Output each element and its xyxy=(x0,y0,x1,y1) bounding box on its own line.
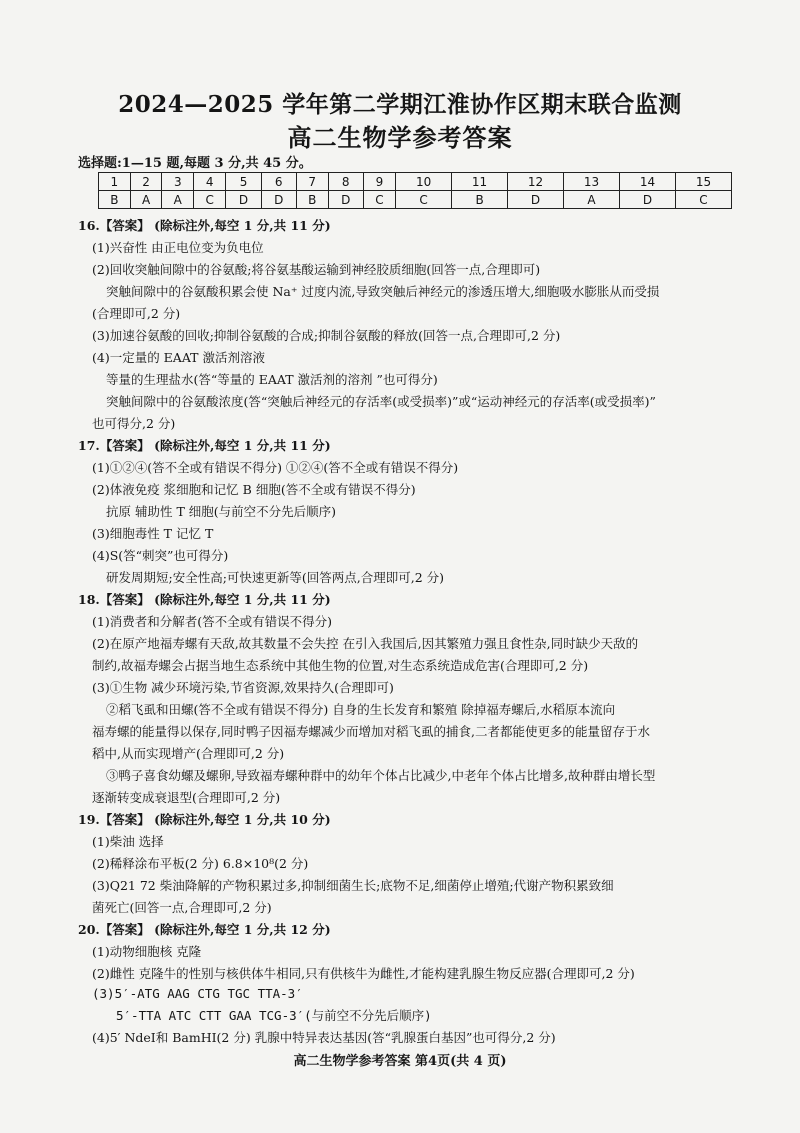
document-subtitle: 高二生物学参考答案 xyxy=(287,123,513,152)
answer-letter: D xyxy=(508,191,564,209)
answer-line: (4)一定量的 EAAT 激活剂溶液 xyxy=(92,350,265,365)
answer-line: (合理即可,2 分) xyxy=(92,306,181,321)
answer-line: (2)在原产地福寿螺有天敌,故其数量不会失控 在引入我国后,因其繁殖力强且食性杂,同时缺少天敌的 xyxy=(92,636,639,651)
answer-letter: D xyxy=(261,191,296,209)
answer-line: 抗原 辅助性 T 细胞(与前空不分先后顺序) xyxy=(106,504,337,519)
answer-line: (2)稀释涂布平板(2 分) 6.8×10⁸(2 分) xyxy=(92,856,309,871)
question-number: 5 xyxy=(226,173,261,191)
q16-heading: 16.【答案】 (除标注外,每空 1 分,共 11 分) xyxy=(78,218,331,233)
q19-heading: 19.【答案】 (除标注外,每空 1 分,共 10 分) xyxy=(78,812,331,827)
answer-line: (1)动物细胞核 克隆 xyxy=(92,944,202,959)
question-number: 15 xyxy=(675,173,731,191)
answer-letter: D xyxy=(619,191,675,209)
answer-line: (4)5′ NdeⅠ和 BamHⅠ(2 分) 乳腺中特异表达基因(答“乳腺蛋白基因”也可得分,2 分) xyxy=(92,1030,556,1045)
answer-letter: B xyxy=(296,191,328,209)
answer-line: 逐渐转变成衰退型(合理即可,2 分) xyxy=(92,790,281,805)
answer-letter: A xyxy=(162,191,194,209)
dna-sequence-line: (3)5′-ATG AAG CTG TGC TTA-3′ xyxy=(92,986,303,1001)
answer-letter: C xyxy=(194,191,226,209)
question-number: 3 xyxy=(162,173,194,191)
multiple-choice-intro: 选择题:1—15 题,每题 3 分,共 45 分。 xyxy=(78,156,312,171)
answer-line: (1)兴奋性 由正电位变为负电位 xyxy=(92,240,264,255)
question-number: 6 xyxy=(261,173,296,191)
question-number: 2 xyxy=(130,173,162,191)
question-number: 14 xyxy=(619,173,675,191)
exam-title: 2024—2025 学年第二学期江淮协作区期末联合监测 xyxy=(118,91,682,118)
answer-line: 菌死亡(回答一点,合理即可,2 分) xyxy=(92,900,272,915)
answer-line: 福寿螺的能量得以保存,同时鸭子因福寿螺减少而增加对稻飞虱的捕食,二者都能使更多的能量留存于水 xyxy=(92,724,650,739)
answer-line: 也可得分,2 分) xyxy=(92,416,176,431)
answer-line: (3)细胞毒性 T 记忆 T xyxy=(92,526,214,541)
answer-line: 突触间隙中的谷氨酸浓度(答“突触后神经元的存活率(或受损率)”或“运动神经元的存活率(或受损率)” xyxy=(106,394,656,409)
answer-line: (1)①②④(答不全或有错误不得分) ①②④(答不全或有错误不得分) xyxy=(92,460,459,475)
answer-table xyxy=(98,172,732,209)
q20-heading: 20.【答案】 (除标注外,每空 1 分,共 12 分) xyxy=(78,922,331,937)
question-number-row xyxy=(99,173,732,191)
question-number: 7 xyxy=(296,173,328,191)
dna-sequence-line: 5′-TTA ATC CTT GAA TCG-3′(与前空不分先后顺序) xyxy=(116,1008,432,1023)
question-number: 11 xyxy=(452,173,508,191)
q18-heading: 18.【答案】 (除标注外,每空 1 分,共 11 分) xyxy=(78,592,331,607)
answer-line: 研发周期短;安全性高;可快速更新等(回答两点,合理即可,2 分) xyxy=(106,570,445,585)
answer-letter: C xyxy=(396,191,452,209)
question-number: 4 xyxy=(194,173,226,191)
answer-line: (3)加速谷氨酸的回收;抑制谷氨酸的合成;抑制谷氨酸的释放(回答一点,合理即可,2 分) xyxy=(92,328,561,343)
answer-line: ②稻飞虱和田螺(答不全或有错误不得分) 自身的生长发育和繁殖 除掉福寿螺后,水稻原本流向 xyxy=(106,702,616,717)
answer-letter: B xyxy=(452,191,508,209)
answer-letter: D xyxy=(226,191,261,209)
answer-line: (1)柴油 选择 xyxy=(92,834,164,849)
answer-line: (4)S(答“刺突”也可得分) xyxy=(92,548,229,563)
answer-line: (2)体液免疫 浆细胞和记忆 B 细胞(答不全或有错误不得分) xyxy=(92,482,416,497)
answer-line: ③鸭子喜食幼螺及螺卵,导致福寿螺种群中的幼年个体占比减少,中老年个体占比增多,故种群由增长型 xyxy=(106,768,656,783)
answer-letter: C xyxy=(675,191,731,209)
answer-line: 稻中,从而实现增产(合理即可,2 分) xyxy=(92,746,285,761)
question-number: 12 xyxy=(508,173,564,191)
page-footer: 高二生物学参考答案 第4页(共 4 页) xyxy=(293,1054,507,1069)
answer-letter: B xyxy=(99,191,131,209)
answer-letter-row xyxy=(99,191,732,209)
answer-letter: A xyxy=(130,191,162,209)
answer-letter: A xyxy=(564,191,620,209)
q17-heading: 17.【答案】 (除标注外,每空 1 分,共 11 分) xyxy=(78,438,331,453)
question-number: 10 xyxy=(396,173,452,191)
question-number: 13 xyxy=(564,173,620,191)
answer-line: 制约,故福寿螺会占据当地生态系统中其他生物的位置,对生态系统造成危害(合理即可,2 分) xyxy=(92,658,589,673)
answer-line: 等量的生理盐水(答“等量的 EAAT 激活剂的溶剂 ”也可得分) xyxy=(106,372,438,387)
answer-line: (2)雌性 克隆牛的性别与核供体牛相同,只有供核牛为雌性,才能构建乳腺生物反应器(合理即可,2 分) xyxy=(92,966,635,981)
answer-line: 突触间隙中的谷氨酸积累会使 Na⁺ 过度内流,导致突触后神经元的渗透压增大,细胞吸水膨胀从而受损 xyxy=(106,284,660,299)
question-number: 8 xyxy=(328,173,363,191)
answer-letter: D xyxy=(328,191,363,209)
answer-letter: C xyxy=(363,191,395,209)
question-number: 9 xyxy=(363,173,395,191)
answer-line: (3)①生物 减少环境污染,节省资源,效果持久(合理即可) xyxy=(92,680,394,695)
answer-line: (2)回收突触间隙中的谷氨酸;将谷氨基酸运输到神经胶质细胞(回答一点,合理即可) xyxy=(92,262,541,277)
answer-line: (3)Q21 72 柴油降解的产物积累过多,抑制细菌生长;底物不足,细菌停止增殖;代谢产物积累致细 xyxy=(92,878,614,893)
question-number: 1 xyxy=(99,173,131,191)
answer-line: (1)消费者和分解者(答不全或有错误不得分) xyxy=(92,614,332,629)
